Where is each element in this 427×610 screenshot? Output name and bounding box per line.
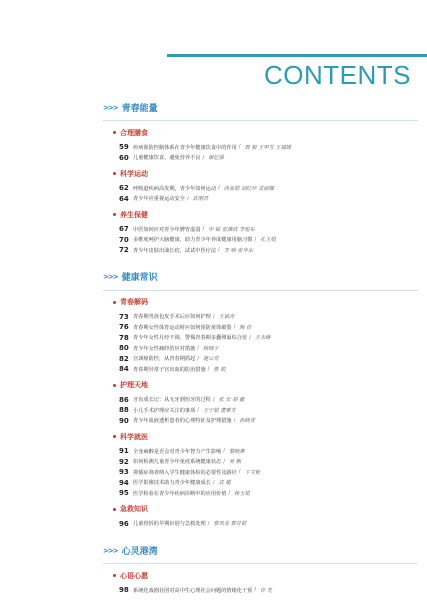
article-author: 谢亿强 — [208, 155, 224, 162]
toc-entry[interactable] — [119, 153, 418, 164]
article-author: 尚亚娟 刘红珍 袁丽娜 — [223, 185, 274, 192]
article-author: 黎晓燕 — [228, 448, 245, 455]
article-title: 全身麻醉是否会对青少年智力产生影响 — [133, 448, 222, 455]
separator: / — [254, 236, 257, 243]
article-title: 系统化戏剧社团对高中生心理社会问题的情绪化干预 — [133, 587, 253, 594]
article-author: 杨晓宇 — [203, 345, 219, 352]
separator: / — [238, 144, 241, 151]
toc-entry[interactable] — [119, 405, 418, 416]
table-of-contents — [103, 100, 418, 610]
article-title: 青春期男孩包皮手术后应如何护理 — [133, 314, 211, 321]
toc-entry[interactable] — [119, 245, 418, 256]
article-title: 呼吸道疾病高发期，青少年如何运动 — [133, 185, 217, 192]
subsection-title: 科学就医 — [120, 432, 148, 441]
toc-subsection — [113, 297, 418, 375]
article-title: 如何检测儿童青少年免疫系统健康状态 — [133, 459, 222, 466]
header-rule — [167, 54, 427, 57]
article-title: 青少年女性痛经的应对措施 — [133, 345, 196, 352]
subsection-title: 青春解码 — [120, 298, 148, 306]
subsection-title: 急救知识 — [120, 505, 148, 513]
separator: / — [197, 345, 200, 352]
separator: / — [249, 334, 251, 341]
section-title: 健康常识 — [121, 273, 158, 283]
separator: / — [202, 226, 205, 233]
toc-entry[interactable] — [119, 343, 418, 354]
toc-entry[interactable] — [119, 235, 418, 246]
subsection-title: 护理天地 — [120, 381, 148, 389]
page-number: 84 — [119, 365, 129, 374]
article-author: 周 毅 王甲芳 王福媛 — [244, 144, 291, 151]
toc-entry[interactable] — [119, 333, 418, 344]
page-number: 95 — [119, 489, 129, 498]
separator: / — [254, 587, 257, 594]
toc-subsection — [113, 431, 418, 499]
bullet-icon — [113, 508, 116, 511]
bullet-icon — [113, 574, 116, 577]
section-heading — [103, 543, 418, 557]
toc-subsection — [113, 504, 418, 530]
separator: / — [197, 407, 200, 414]
toc-subsection — [113, 127, 418, 163]
article-title: 儿童健康饮食，避免营养不良 — [133, 155, 201, 162]
page-number: 60 — [119, 153, 129, 162]
article-author: 孔玉娟 — [260, 237, 276, 244]
section-heading — [103, 270, 418, 284]
subsection-title: 合理膳食 — [120, 128, 148, 137]
page-number: 98 — [119, 586, 129, 595]
toc-entry[interactable] — [119, 194, 418, 205]
separator: / — [186, 195, 189, 202]
page-number: 76 — [119, 323, 129, 332]
separator: / — [228, 490, 231, 497]
article-title: 青春期女性体育运动时应如何预防黄体破裂 — [133, 324, 232, 331]
bullet-icon — [113, 301, 116, 304]
subsection-heading — [113, 168, 418, 179]
toc-subsection — [113, 168, 418, 204]
article-title: 青少年皮肤出油长痘，试试中医疗法 — [133, 247, 217, 254]
separator: / — [207, 520, 210, 527]
triple-chevron-icon: >>> — [103, 102, 118, 112]
article-title: 青春期异常子宫出血的防治措施 — [133, 366, 206, 373]
article-author: 袁 超 — [218, 480, 231, 487]
subsection-heading — [113, 209, 418, 220]
article-title: 牙齿成长记：从无牙到恒牙的过程 — [133, 397, 211, 404]
page-number: 82 — [119, 354, 129, 363]
page-number: 80 — [119, 344, 129, 353]
toc-section — [103, 270, 418, 530]
page-number: 64 — [119, 194, 129, 203]
article-author: 曾 娟 — [213, 366, 226, 373]
section-divider — [103, 290, 418, 291]
toc-subsection — [113, 570, 418, 596]
toc-entry[interactable] — [119, 519, 418, 530]
bullet-icon — [113, 213, 116, 216]
page-number: 72 — [119, 246, 129, 255]
toc-entry[interactable] — [119, 478, 418, 489]
page-number: 86 — [119, 395, 129, 404]
article-author: 许 先 — [260, 587, 273, 594]
article-title: 医学影像技术助力青少年健康成长 — [133, 480, 211, 487]
separator: / — [218, 185, 220, 192]
page-number: 88 — [119, 406, 129, 415]
toc-entry[interactable] — [119, 446, 418, 457]
subsection-heading — [113, 380, 418, 391]
article-author: 王斌涛 — [218, 314, 235, 321]
article-title: 儿童骨折的早期识别与急救处理 — [133, 521, 206, 528]
section-divider — [103, 120, 418, 121]
article-title: 多维度呵护大脑健康，助力青少年养成健康用脑习惯 — [133, 237, 253, 244]
page-number: 94 — [119, 478, 129, 487]
separator: / — [223, 448, 225, 455]
subsection-title: 养生保健 — [120, 210, 148, 219]
article-author: 王宁娟 董雅芳 — [203, 407, 236, 414]
bullet-icon — [113, 384, 116, 387]
subsection-title: 科学运动 — [120, 169, 148, 178]
toc-entry[interactable] — [119, 457, 418, 468]
section-heading — [103, 100, 418, 114]
subsection-heading — [113, 504, 418, 515]
article-author: 卞文艳 — [244, 469, 261, 476]
subsection-heading — [113, 431, 418, 442]
bullet-icon — [113, 131, 116, 134]
article-title: 疾病预防控制体系在青少年健康饮食中的作用 — [133, 144, 237, 151]
toc-entry[interactable] — [119, 142, 418, 153]
article-title: 青少年应重视运动安全 — [133, 196, 185, 203]
section-title: 心灵港湾 — [121, 546, 158, 557]
toc-entry[interactable] — [119, 416, 418, 427]
article-author: 李 响 张华东 — [223, 247, 254, 254]
triple-chevron-icon: >>> — [103, 272, 118, 281]
separator: / — [233, 417, 236, 424]
article-title: 小儿手术护理应关注的事项 — [133, 407, 196, 414]
separator: / — [218, 247, 220, 254]
toc-entry[interactable] — [119, 488, 418, 499]
page-number: 96 — [119, 519, 129, 528]
article-author: 杨玉娟 — [234, 490, 250, 497]
article-author: 吴 甄 — [228, 459, 241, 466]
triple-chevron-icon: >>> — [103, 545, 118, 555]
bullet-icon — [113, 435, 116, 438]
article-author: 陶 俭 — [239, 324, 252, 331]
article-title: 宫颈癌防控，从青春期抓起 — [133, 356, 196, 363]
page-number: 73 — [119, 312, 129, 321]
section-title: 青春能量 — [121, 103, 158, 114]
subsection-heading — [113, 570, 418, 581]
page-number: 91 — [119, 447, 129, 456]
separator: / — [212, 479, 215, 486]
article-author: 申 锐 雷满波 李旭东 — [208, 226, 255, 233]
separator: / — [212, 313, 215, 320]
article-author: 孙晓青 — [239, 418, 255, 425]
bullet-icon — [113, 172, 116, 175]
toc-section — [103, 543, 418, 596]
separator: / — [197, 355, 200, 362]
separator: / — [238, 469, 241, 476]
page-number: 59 — [119, 143, 129, 152]
toc-entry[interactable] — [119, 183, 418, 194]
separator: / — [223, 458, 225, 465]
toc-subsection — [113, 209, 418, 256]
toc-entry[interactable] — [119, 395, 418, 406]
page-number: 90 — [119, 416, 129, 425]
page-number: 62 — [119, 184, 129, 193]
toc-entry[interactable] — [119, 312, 418, 323]
separator: / — [207, 366, 210, 373]
article-author: 张 宏 胡 鑫 — [218, 397, 245, 404]
page-number: 70 — [119, 235, 129, 244]
page-number: 93 — [119, 468, 129, 477]
article-title: 中医如何应对青少年脾胃虚弱 — [133, 226, 201, 233]
subsection-heading — [113, 127, 418, 138]
article-author: 武刚君 — [192, 196, 209, 203]
subsection-heading — [113, 297, 418, 308]
article-author: 蔡凤美 蔡月娟 — [213, 521, 247, 528]
toc-entry[interactable] — [119, 364, 418, 375]
toc-entry[interactable] — [119, 224, 418, 235]
article-title: 抑郁症筛查纳入学生健康体检的必要性及路径 — [133, 469, 237, 476]
separator: / — [233, 324, 236, 331]
toc-entry[interactable] — [119, 322, 418, 333]
page-number: 78 — [119, 333, 129, 342]
toc-subsection — [113, 380, 418, 427]
page-number: 92 — [119, 457, 129, 466]
page-title: CONTENTS — [264, 60, 411, 90]
article-title: 青少年血液透析患者的心理特征及护理措施 — [133, 418, 232, 425]
separator: / — [212, 396, 215, 403]
article-author: 王永峰 — [254, 335, 271, 342]
subsection-title: 心语心愿 — [120, 571, 148, 580]
article-title: 医学检验在青少年疾病诊断中的应用价值 — [133, 490, 227, 497]
article-title: 青少年女性月经不调，警惕青春期多囊卵巢综合征 — [133, 335, 248, 342]
article-author: 施云亮 — [203, 356, 219, 363]
toc-entry[interactable] — [119, 467, 418, 478]
page-number: 67 — [119, 225, 129, 234]
section-divider — [103, 563, 418, 564]
separator: / — [202, 154, 205, 161]
toc-entry[interactable] — [119, 354, 418, 365]
toc-section — [103, 100, 418, 256]
toc-entry[interactable] — [119, 585, 418, 596]
